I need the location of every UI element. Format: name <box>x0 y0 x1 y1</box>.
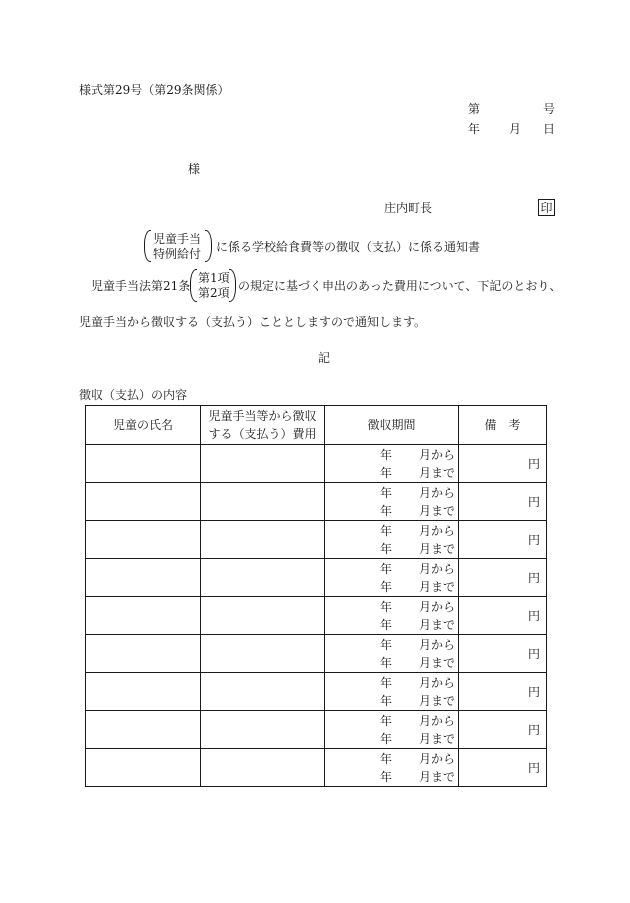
body-bracket-left <box>190 269 197 302</box>
period-to-month: 月まで <box>419 770 456 784</box>
child-name-cell[interactable] <box>86 521 201 559</box>
title-option-1: 児童手当 <box>153 232 202 246</box>
yen-unit: 円 <box>527 457 540 471</box>
remarks-cell <box>459 483 547 521</box>
header-cost-line-1: 児童手当等から徴収 <box>208 409 317 423</box>
period-from-year: 年 <box>380 752 393 766</box>
period-from-year: 年 <box>380 448 393 462</box>
table-row <box>86 635 547 673</box>
period-from-year: 年 <box>380 600 393 614</box>
table-row <box>86 749 547 787</box>
period-to-month: 月まで <box>419 694 456 708</box>
body-option-1: 第1項 <box>198 271 230 285</box>
title-bracket-left <box>144 230 151 262</box>
section-label: 徴収（支払）の内容 <box>79 388 188 402</box>
yen-unit: 円 <box>527 685 540 699</box>
header-cost <box>201 406 325 445</box>
period-to-month: 月まで <box>419 656 456 670</box>
header-period: 徴収期間 <box>325 406 459 445</box>
remarks-cell <box>459 749 547 787</box>
cost-cell[interactable] <box>201 559 325 597</box>
period-cell <box>325 597 459 635</box>
yen-unit: 円 <box>527 571 540 585</box>
child-name-cell[interactable] <box>86 635 201 673</box>
period-cell <box>325 521 459 559</box>
remarks-cell <box>459 635 547 673</box>
child-name-cell[interactable] <box>86 711 201 749</box>
child-name-cell[interactable] <box>86 445 201 483</box>
period-from-month: 月から <box>419 676 456 690</box>
period-to-year: 年 <box>380 694 393 708</box>
period-from-year: 年 <box>380 486 393 500</box>
period-from-year: 年 <box>380 714 393 728</box>
period-from-month: 月から <box>419 600 456 614</box>
number-suffix: 号 <box>543 102 556 116</box>
cost-cell[interactable] <box>201 597 325 635</box>
child-name-cell[interactable] <box>86 559 201 597</box>
seal-label: 印 <box>540 201 553 215</box>
form-id: 様式第29号（第29条関係） <box>79 83 230 97</box>
header-child-name: 児童の氏名 <box>86 406 201 445</box>
body-line-2: 児童手当から徴収する（支払う）こととしますので通知します。 <box>79 315 427 329</box>
table-row <box>86 673 547 711</box>
table-row <box>86 521 547 559</box>
period-from-month: 月から <box>419 486 456 500</box>
date-day: 日 <box>543 122 556 136</box>
yen-unit: 円 <box>527 495 540 509</box>
period-to-month: 月まで <box>419 466 456 480</box>
header-remarks: 備 考 <box>459 406 547 445</box>
cost-cell[interactable] <box>201 483 325 521</box>
period-from-month: 月から <box>419 448 456 462</box>
collection-table <box>85 405 547 787</box>
ki-heading: 記 <box>318 351 331 365</box>
yen-unit: 円 <box>527 723 540 737</box>
yen-unit: 円 <box>527 761 540 775</box>
addressee-suffix: 様 <box>188 162 201 176</box>
period-to-year: 年 <box>380 732 393 746</box>
remarks-cell <box>459 597 547 635</box>
cost-cell[interactable] <box>201 711 325 749</box>
period-cell <box>325 711 459 749</box>
period-cell <box>325 559 459 597</box>
body-prefix: 児童手当法第21条 <box>91 279 191 293</box>
period-to-year: 年 <box>380 504 393 518</box>
period-from-month: 月から <box>419 752 456 766</box>
table-row <box>86 483 547 521</box>
period-cell <box>325 673 459 711</box>
table-row <box>86 597 547 635</box>
issuer-name: 庄内町長 <box>384 201 433 215</box>
header-cost-line-2: する（支払う）費用 <box>208 427 317 441</box>
period-to-year: 年 <box>380 542 393 556</box>
cost-cell[interactable] <box>201 521 325 559</box>
period-cell <box>325 445 459 483</box>
table-header-row <box>86 406 547 445</box>
remarks-cell <box>459 711 547 749</box>
period-to-month: 月まで <box>419 580 456 594</box>
period-to-month: 月まで <box>419 504 456 518</box>
remarks-cell <box>459 521 547 559</box>
period-to-year: 年 <box>380 656 393 670</box>
period-from-year: 年 <box>380 562 393 576</box>
seal-box <box>538 199 555 216</box>
period-to-year: 年 <box>380 770 393 784</box>
cost-cell[interactable] <box>201 635 325 673</box>
remarks-cell <box>459 445 547 483</box>
period-to-year: 年 <box>380 580 393 594</box>
table-row <box>86 711 547 749</box>
body-option-2: 第2項 <box>198 286 230 300</box>
period-cell <box>325 483 459 521</box>
period-from-year: 年 <box>380 524 393 538</box>
period-from-month: 月から <box>419 638 456 652</box>
period-from-year: 年 <box>380 638 393 652</box>
child-name-cell[interactable] <box>86 483 201 521</box>
title-option-2: 特例給付 <box>153 247 202 261</box>
period-from-month: 月から <box>419 714 456 728</box>
yen-unit: 円 <box>527 647 540 661</box>
number-prefix: 第 <box>468 102 481 116</box>
remarks-cell <box>459 559 547 597</box>
table-row <box>86 559 547 597</box>
child-name-cell[interactable] <box>86 597 201 635</box>
yen-unit: 円 <box>527 609 540 623</box>
period-from-month: 月から <box>419 562 456 576</box>
body-bracket-right <box>229 269 236 302</box>
period-to-month: 月まで <box>419 542 456 556</box>
period-to-month: 月まで <box>419 618 456 632</box>
child-name-cell[interactable] <box>86 749 201 787</box>
period-cell <box>325 635 459 673</box>
cost-cell[interactable] <box>201 673 325 711</box>
document-title: に係る学校給食費等の徴収（支払）に係る通知書 <box>216 240 481 254</box>
period-cell <box>325 749 459 787</box>
body-line-1: の規定に基づく申出のあった費用について、下記のとおり、 <box>238 279 562 293</box>
child-name-cell[interactable] <box>86 673 201 711</box>
period-to-month: 月まで <box>419 732 456 746</box>
period-from-month: 月から <box>419 524 456 538</box>
date-year: 年 <box>468 122 481 136</box>
date-month: 月 <box>509 122 522 136</box>
remarks-cell <box>459 673 547 711</box>
title-bracket-right <box>205 230 212 262</box>
period-to-year: 年 <box>380 618 393 632</box>
period-from-year: 年 <box>380 676 393 690</box>
table-row <box>86 445 547 483</box>
yen-unit: 円 <box>527 533 540 547</box>
period-to-year: 年 <box>380 466 393 480</box>
cost-cell[interactable] <box>201 749 325 787</box>
cost-cell[interactable] <box>201 445 325 483</box>
